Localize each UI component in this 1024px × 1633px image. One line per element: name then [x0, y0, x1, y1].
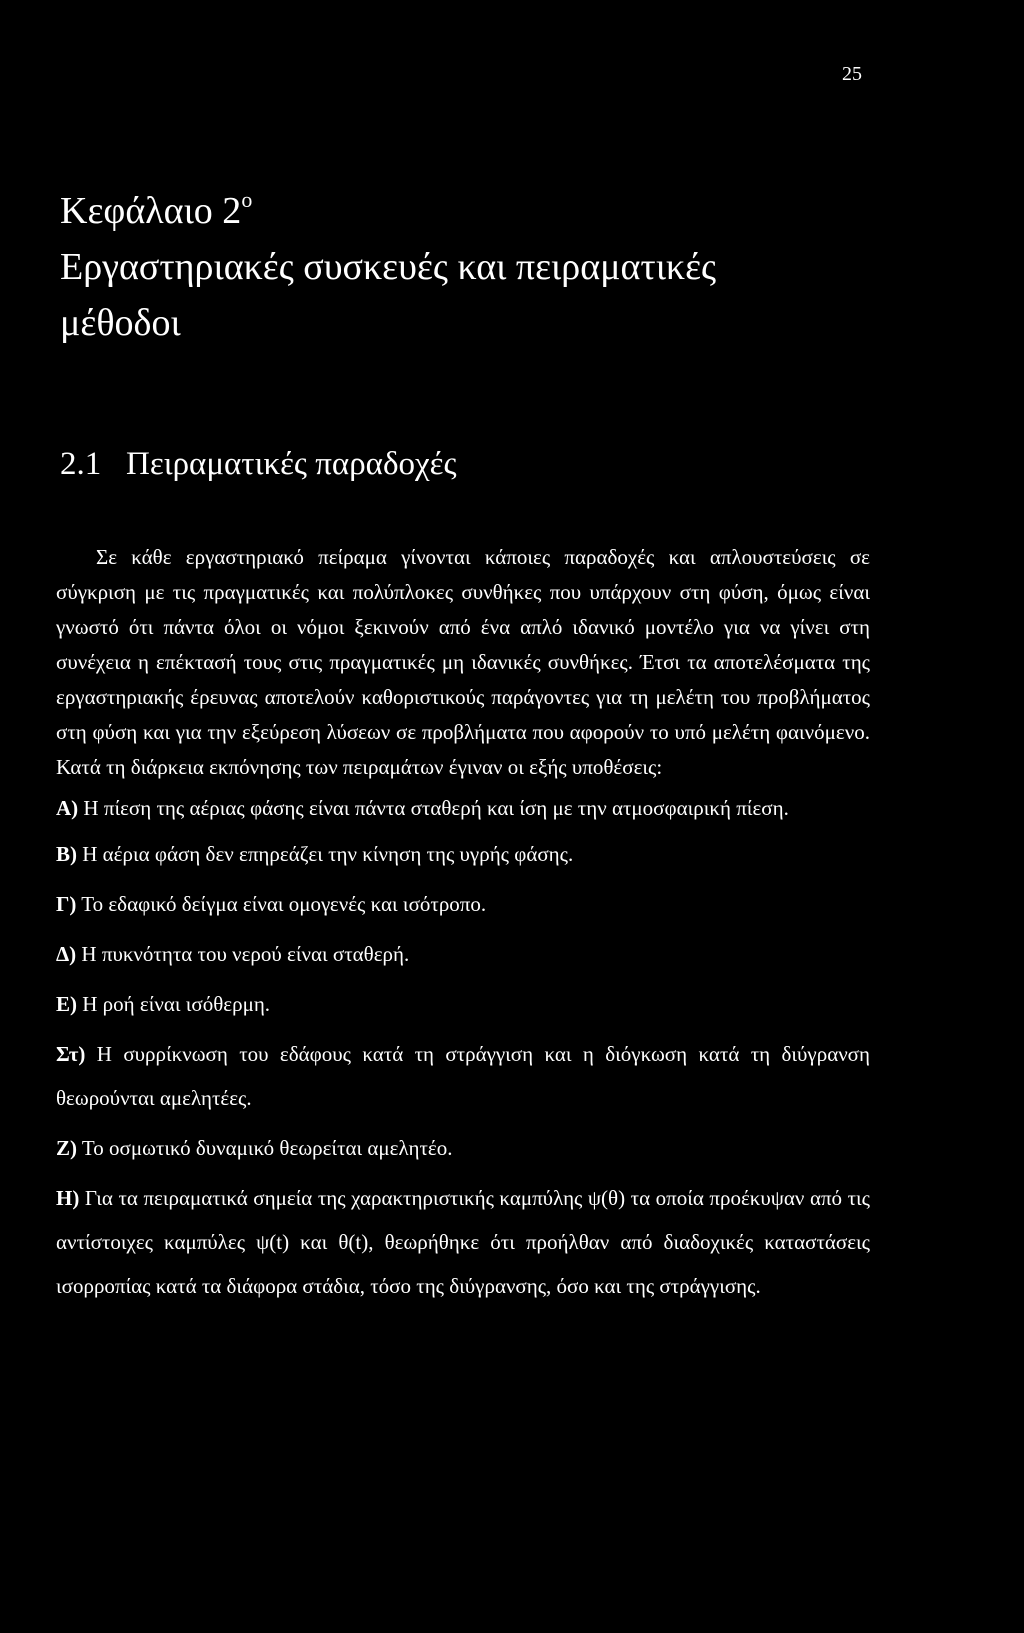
assumption-d [56, 932, 870, 976]
assumption-st [56, 1032, 870, 1120]
assumption-label: Α) [56, 796, 79, 820]
chapter-title [60, 183, 960, 351]
assumption-text: Το εδαφικό δείγμα είναι ομογενές και ισότροπο. [81, 892, 487, 916]
assumption-label: Ε) [56, 992, 77, 1016]
assumption-label: Γ) [56, 892, 77, 916]
assumption-h [56, 1176, 870, 1308]
assumption-b [56, 832, 870, 876]
section-number: 2.1 [60, 446, 102, 482]
assumption-text: Για τα πειραματικά σημεία της χαρακτηριστικής καμπύλης ψ(θ) τα οποία προέκυψαν από τις αντίστοιχες καμπύλες ψ(t) και θ(t), θεωρήθηκε ότι προήλθαν από διαδοχικές καταστάσεις ισορροπίας κατά τα διάφορα στάδια, τόσο της διύγρανσης, όσο και της στράγγισης. [56, 1186, 870, 1298]
assumption-text: Η αέρια φάση δεν επηρεάζει την κίνηση της υγρής φάσης. [82, 842, 574, 866]
chapter-label-text: Κεφάλαιο 2 [60, 190, 242, 232]
section-heading [60, 442, 457, 486]
chapter-label [60, 183, 960, 239]
chapter-subtitle-line-1: Εργαστηριακές συσκευές και πειραματικές [60, 246, 717, 288]
assumption-text: Η ροή είναι ισόθερμη. [82, 992, 271, 1016]
page-number: 25 [842, 63, 862, 85]
assumption-label: Δ) [56, 942, 77, 966]
chapter-ordinal-superscript: ο [241, 187, 253, 212]
assumption-text: Το οσμωτικό δυναμικό θεωρείται αμελητέο. [81, 1136, 453, 1160]
assumption-a [56, 791, 870, 826]
section-title: Πειραματικές παραδοχές [126, 446, 457, 482]
assumption-c [56, 882, 870, 926]
intro-paragraph: Σε κάθε εργαστηριακό πείραμα γίνονται κάποιες παραδοχές και απλουστεύσεις σε σύγκριση με τις πραγματικές και πολύπλοκες συνθήκες που υπάρχουν στη φύση, όμως είναι γνωστό ότι πάντα όλοι οι νόμοι ξεκινούν από ένα απλό ιδανικό μοντέλο για να γίνει στη συνέχεια η επέκτασή τους στις πραγματικές μη ιδανικές συνθήκες. Έτσι τα αποτελέσματα της εργαστηριακής έρευνας αποτελούν καθοριστικούς παράγοντες για τη μελέτη του προβλήματος στη φύση και για την εξεύρεση λύσεων σε προβλήματα που αφορούν το υπό μελέτη φαινόμενο. Κατά τη διάρκεια εκπόνησης των πειραμάτων έγιναν οι εξής υποθέσεις: [56, 545, 870, 779]
assumption-label: Β) [56, 842, 77, 866]
assumption-label: Στ) [56, 1042, 86, 1066]
chapter-subtitle-line-2: μέθοδοι [60, 302, 181, 344]
assumption-e [56, 982, 870, 1026]
assumption-label: Η) [56, 1186, 80, 1210]
assumption-z [56, 1126, 870, 1170]
assumption-text: Η πυκνότητα του νερού είναι σταθερή. [81, 942, 410, 966]
assumption-text: Η συρρίκνωση του εδάφους κατά τη στράγγιση και η διόγκωση κατά τη διύγρανση θεωρούνται αμελητέες. [56, 1042, 870, 1110]
assumption-text: Η πίεση της αέριας φάσης είναι πάντα σταθερή και ίση με την ατμοσφαιρική πίεση. [83, 796, 789, 820]
assumption-label: Ζ) [56, 1136, 77, 1160]
body-text [56, 540, 870, 1308]
